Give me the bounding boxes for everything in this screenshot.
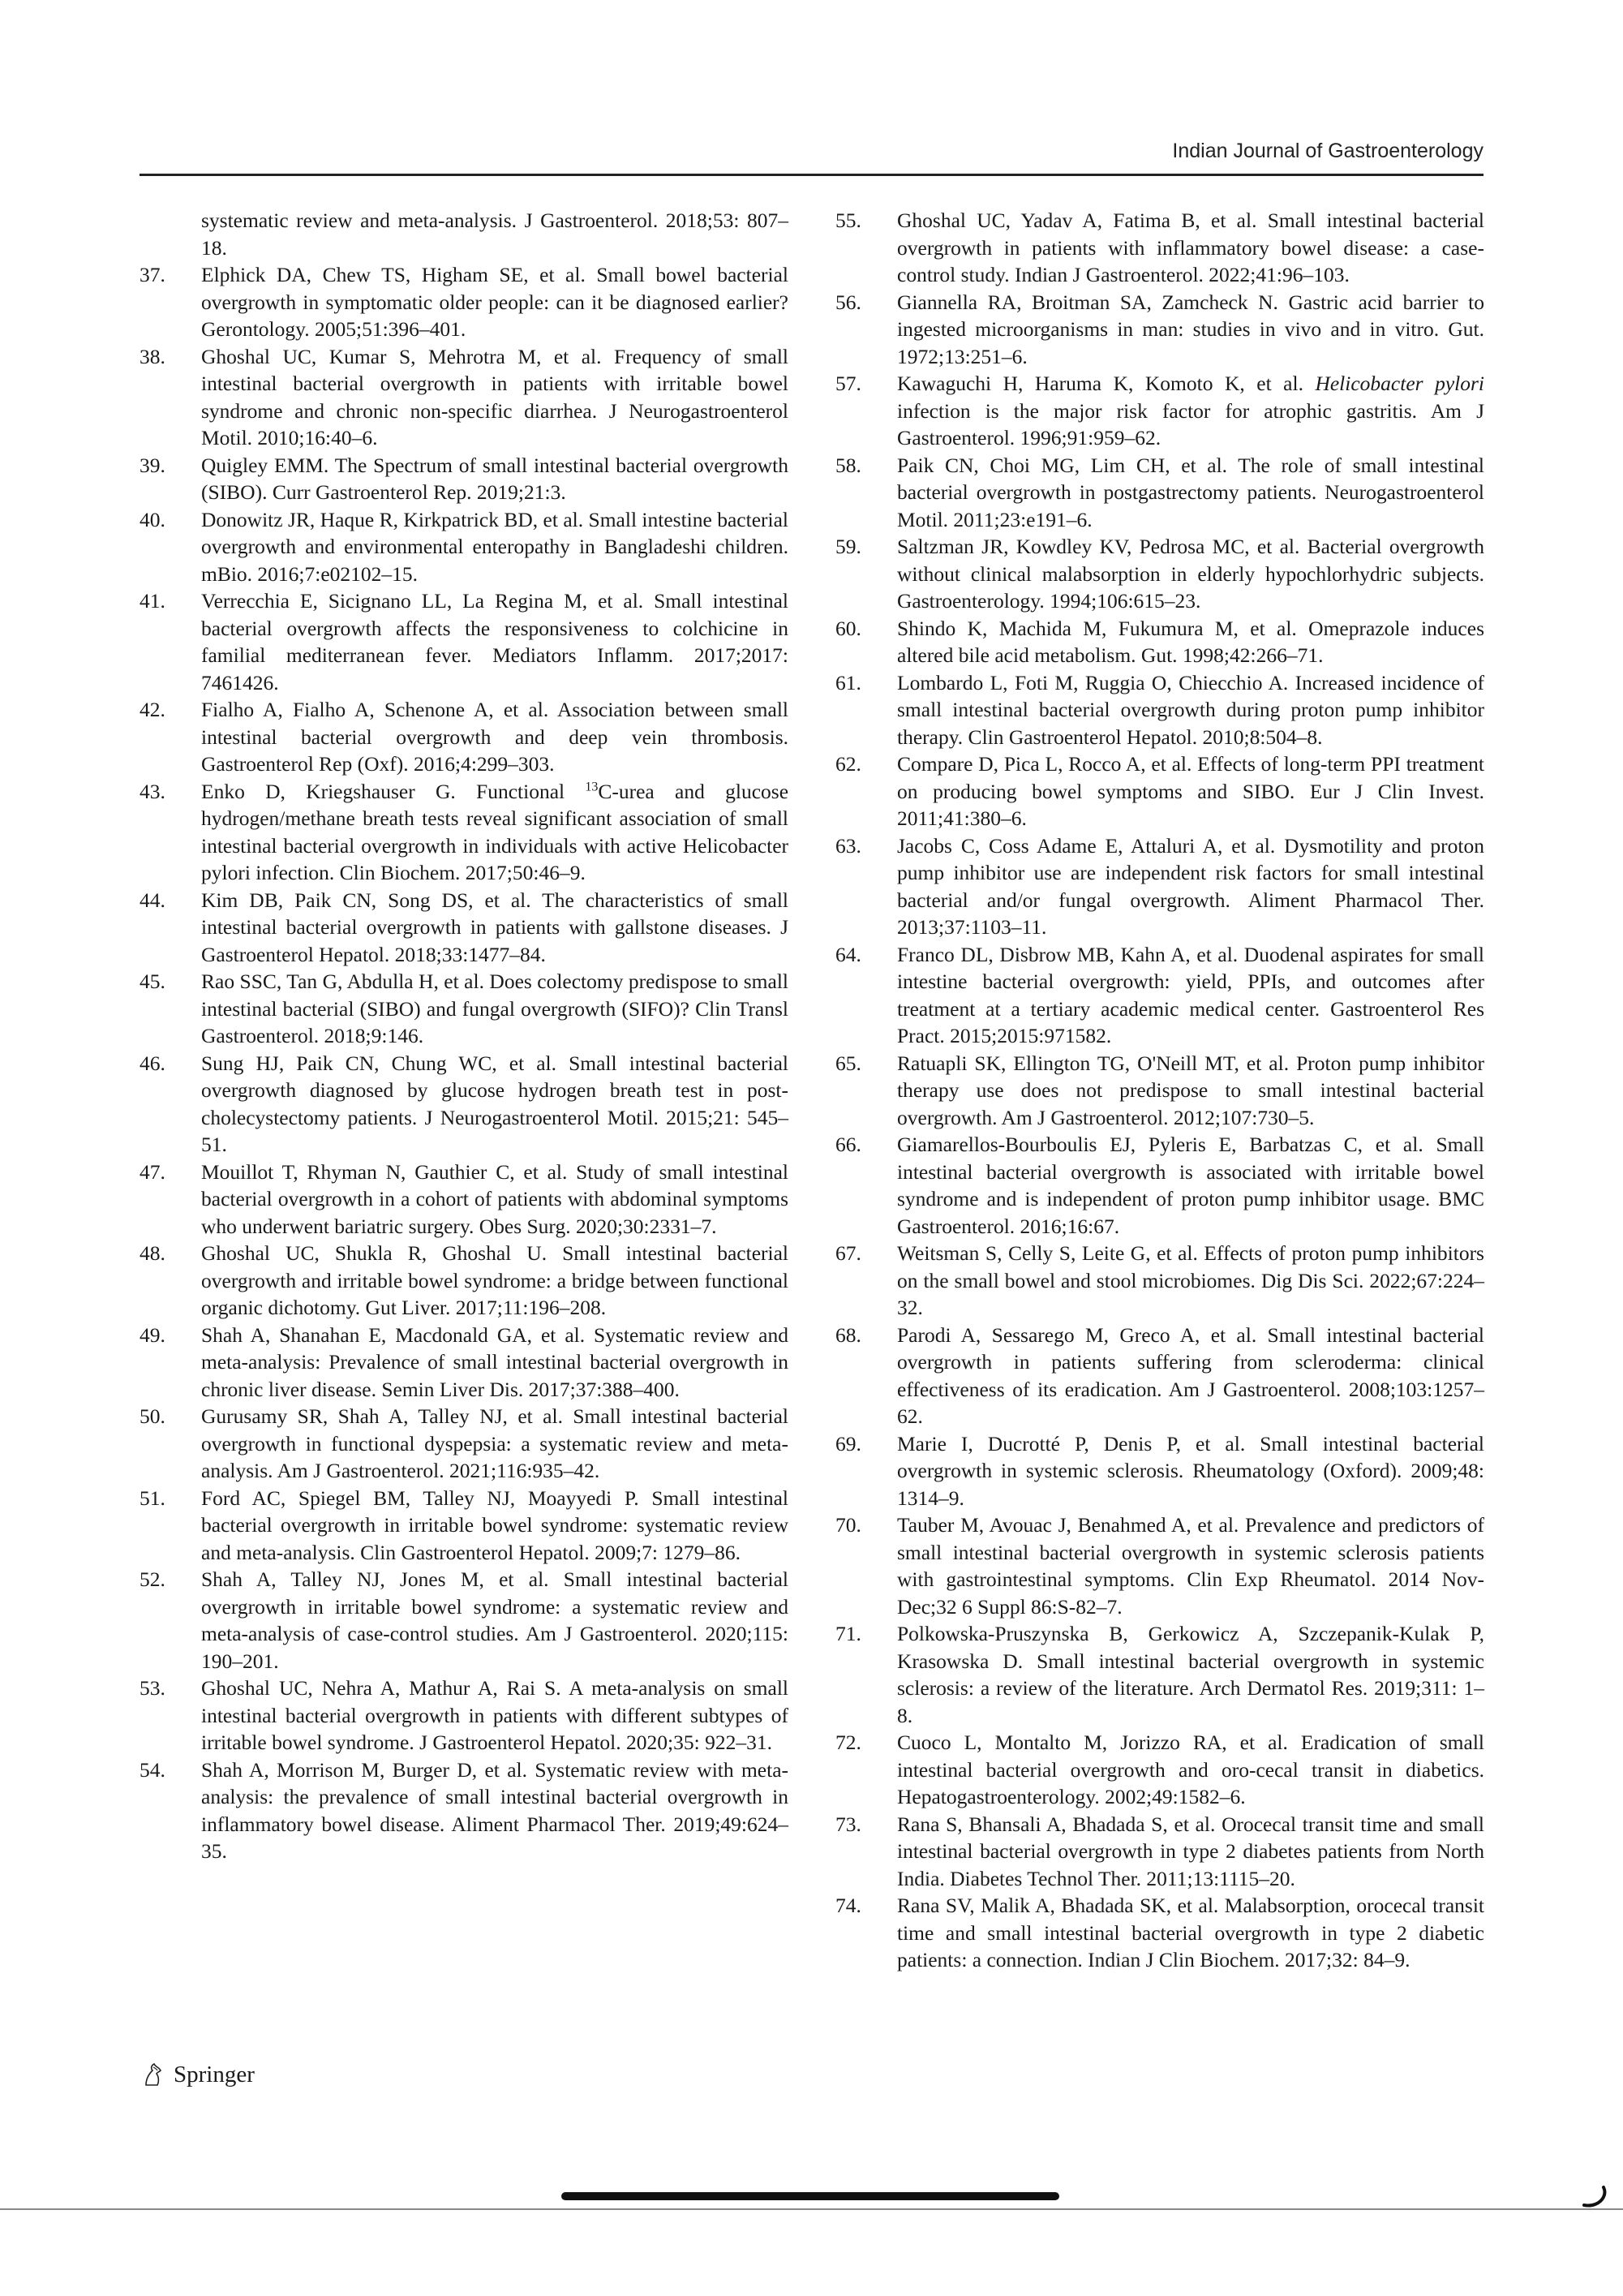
reference-item — [835, 1811, 1484, 1893]
journal-title: Indian Journal of Gastroenterology — [1172, 140, 1483, 162]
reference-text: Cuoco L, Montalto M, Jorizzo RA, et al. Eradication of small intestinal bacterial overgrowth and oro-cecal transit in diabetics. Hepatogastroenterology. 2002;49:1582–6. — [897, 1731, 1484, 1808]
reference-text: Weitsman S, Celly S, Leite G, et al. Effects of proton pump inhibitors on the small bowel and stool microbiomes. Dig Dis Sci. 2022;67:224–32. — [897, 1241, 1484, 1319]
reference-item — [140, 452, 788, 506]
reference-number: 37. — [140, 263, 165, 286]
reference-item — [835, 370, 1484, 452]
reference-text: Franco DL, Disbrow MB, Kahn A, et al. Duodenal aspirates for small intestine bacterial overgrowth: yield, PPIs, and outcomes after treatment at a tertiary academic medical center. Gastroenterol Res Pract. 2015;2015:971582. — [897, 942, 1484, 1047]
reference-item — [140, 1322, 788, 1404]
reference-number: 38. — [140, 344, 165, 368]
reference-number: 59. — [835, 535, 861, 558]
reference-item — [140, 1159, 788, 1240]
reference-number: 69. — [835, 1431, 861, 1455]
reference-item — [140, 1566, 788, 1675]
reference-number: 50. — [140, 1404, 165, 1428]
reference-text: Ratuapli SK, Ellington TG, O'Neill MT, et al. Proton pump inhibitor therapy use does not predispose to small intestinal bacterial overgrowth. Am J Gastroenterol. 2012;107:730–5. — [897, 1051, 1484, 1129]
reference-item — [835, 941, 1484, 1050]
reference-item — [835, 1322, 1484, 1430]
reference-text: Lombardo L, Foti M, Ruggia O, Chiecchio A. Increased incidence of small intestinal bacterial overgrowth during proton pump inhibitor therapy. Clin Gastroenterol Hepatol. 2010;8:504–8. — [897, 670, 1484, 749]
reference-text: Ghoshal UC, Yadav A, Fatima B, et al. Small intestinal bacterial overgrowth in patients with inflammatory bowel disease: a case-control study. Indian J Gastroenterol. 2022;41:96–103. — [897, 209, 1484, 286]
reference-text: Compare D, Pica L, Rocco A, et al. Effects of long-term PPI treatment on producing bowel symptoms and SIBO. Eur J Clin Invest. 2011;41:380–6. — [897, 752, 1484, 830]
reference-text: Polkowska-Pruszynska B, Gerkowicz A, Szczepanik-Kulak P, Krasowska D. Small intestinal bacterial overgrowth in systemic sclerosis: a review of the literature. Arch Dermatol Res. 2019;311: 1–8. — [897, 1622, 1484, 1727]
pen-tool-icon[interactable] — [1581, 2182, 1608, 2210]
reference-number: 49. — [140, 1322, 165, 1347]
reference-number: 54. — [140, 1757, 165, 1782]
reference-item — [835, 1511, 1484, 1620]
reference-item — [835, 615, 1484, 669]
reference-number: 74. — [835, 1894, 861, 1917]
reference-text: Marie I, Ducrotté P, Denis P, et al. Small intestinal bacterial overgrowth in systemic sclerosis. Rheumatology (Oxford). 2009;48: 1314–9. — [897, 1431, 1484, 1510]
reference-item — [140, 1485, 788, 1567]
reference-number: 44. — [140, 888, 165, 912]
reference-text: Mouillot T, Rhyman N, Gauthier C, et al. Study of small intestinal bacterial overgrowth in a cohort of patients with abdominal symptoms who underwent bariatric surgery. Obes Surg. 2020;30:2331–7. — [201, 1159, 788, 1238]
reference-number: 60. — [835, 616, 861, 640]
reference-number: 42. — [140, 698, 165, 721]
reference-number: 52. — [140, 1567, 165, 1591]
isotope-superscript: 13 — [585, 780, 599, 793]
reference-number: 62. — [835, 752, 861, 776]
reference-number: 53. — [140, 1676, 165, 1700]
reference-number: 39. — [140, 453, 165, 477]
reference-text: Donowitz JR, Haque R, Kirkpatrick BD, et al. Small intestine bacterial overgrowth and environmental enteropathy in Bangladeshi children. mBio. 2016;7:e02102–15. — [201, 507, 788, 586]
reference-number: 67. — [835, 1241, 861, 1265]
reference-item — [140, 887, 788, 969]
reference-number: 56. — [835, 290, 861, 314]
reference-text: Verrecchia E, Sicignano LL, La Regina M, et al. Small intestinal bacterial overgrowth affects the responsiveness to colchicine in familial mediterranean fever. Mediators Inflamm. 2017;2017: 7461426. — [201, 589, 788, 694]
reference-text: Gurusamy SR, Shah A, Talley NJ, et al. Small intestinal bacterial overgrowth in functional dyspepsia: a systematic review and meta-analysis. Am J Gastroenterol. 2021;116:935–42. — [201, 1404, 788, 1482]
reference-item — [835, 1050, 1484, 1132]
reference-text: Sung HJ, Paik CN, Chung WC, et al. Small intestinal bacterial overgrowth diagnosed by glucose hydrogen breath test in post-cholecystectomy patients. J Neurogastroenterol Motil. 2015;21: 545–51. — [201, 1051, 788, 1156]
springer-horse-icon — [140, 2061, 167, 2088]
reference-number: 43. — [140, 779, 165, 803]
reference-list-left — [140, 207, 788, 1865]
reference-text: Ghoshal UC, Shukla R, Ghoshal U. Small intestinal bacterial overgrowth and irritable bowel syndrome: a bridge between functional organic dichotomy. Gut Liver. 2017;11:196–208. — [201, 1241, 788, 1319]
reference-item — [835, 669, 1484, 751]
reference-item — [835, 750, 1484, 832]
reference-text: Ford AC, Spiegel BM, Talley NJ, Moayyedi P. Small intestinal bacterial overgrowth in irritable bowel syndrome: systematic review and meta-analysis. Clin Gastroenterol Hepatol. 2009;7: 1279–86. — [201, 1486, 788, 1564]
reference-text: Jacobs C, Coss Adame E, Attaluri A, et al. Dysmotility and proton pump inhibitor use are independent risk factors for small intestinal bacterial and/or fungal overgrowth. Aliment Pharmacol Ther. 2013;37:1103–11. — [897, 833, 1484, 939]
reference-number: 51. — [140, 1486, 165, 1510]
reference-item — [835, 1620, 1484, 1729]
reference-number: 64. — [835, 942, 861, 966]
reference-number: 57. — [835, 372, 861, 395]
reference-text: Giamarellos-Bourboulis EJ, Pyleris E, Barbatzas C, et al. Small intestinal bacterial overgrowth is associated with irritable bowel syndrome and is independent of proton pump inhibitor usage. BMC Gastroenterol. 2016;16:67. — [897, 1133, 1484, 1238]
home-indicator[interactable] — [561, 2192, 1059, 2200]
species-name: Helicobacter pylori — [1315, 372, 1484, 395]
reference-item — [140, 968, 788, 1050]
reference-item — [140, 1403, 788, 1485]
reference-number: 68. — [835, 1322, 861, 1347]
reference-text: Tauber M, Avouac J, Benahmed A, et al. Prevalence and predictors of small intestinal bacterial overgrowth in systemic sclerosis patients with gastrointestinal symptoms. Clin Exp Rheumatol. 2014 Nov-Dec;32 6 Suppl 86:S-82–7. — [897, 1513, 1484, 1619]
reference-item — [835, 832, 1484, 941]
reference-text: Quigley EMM. The Spectrum of small intestinal bacterial overgrowth (SIBO). Curr Gastroenterol Rep. 2019;21:3. — [201, 453, 788, 504]
reference-item — [835, 1430, 1484, 1512]
reference-text: Shah A, Shanahan E, Macdonald GA, et al. Systematic review and meta-analysis: Prevalence of small intestinal bacterial overgrowth in chronic liver disease. Semin Liver Dis. 2017;37:388–400. — [201, 1322, 788, 1401]
reference-number: 63. — [835, 833, 861, 858]
reference-text: Kawaguchi H, Haruma K, Komoto K, et al. Helicobacter pylori infection is the major risk factor for atrophic gastritis. Am J Gastroenterol. 1996;91:959–62. — [897, 372, 1484, 449]
reference-item — [835, 289, 1484, 371]
reference-item — [140, 1050, 788, 1159]
reference-item — [140, 343, 788, 452]
reference-number: 61. — [835, 670, 861, 694]
reference-item — [835, 452, 1484, 534]
reference-text: Fialho A, Fialho A, Schenone A, et al. Association between small intestinal bacterial overgrowth and deep vein thrombosis. Gastroenterol Rep (Oxf). 2016;4:299–303. — [201, 698, 788, 776]
reference-text: Rana S, Bhansali A, Bhadada S, et al. Orocecal transit time and small intestinal bacterial overgrowth in type 2 diabetes patients from North India. Diabetes Technol Ther. 2011;13:1115–20. — [897, 1812, 1484, 1890]
reference-item — [140, 1240, 788, 1322]
publisher-logo — [140, 2061, 255, 2088]
reference-text: systematic review and meta-analysis. J Gastroenterol. 2018;53: 807–18. — [201, 209, 788, 260]
reference-number: 40. — [140, 507, 165, 531]
reference-number: 73. — [835, 1812, 861, 1836]
reference-item — [140, 506, 788, 588]
reference-text: Paik CN, Choi MG, Lim CH, et al. The role of small intestinal bacterial overgrowth in postgastrectomy patients. Neurogastroenterol Motil. 2011;23:e191–6. — [897, 453, 1484, 531]
reference-item — [140, 587, 788, 696]
reference-number: 46. — [140, 1051, 165, 1075]
publisher-name: Springer — [174, 2061, 255, 2087]
viewer-bottom-border — [0, 2208, 1623, 2210]
reference-number: 66. — [835, 1133, 861, 1156]
reference-item — [835, 1240, 1484, 1322]
reference-item — [835, 1131, 1484, 1240]
reference-text: Kim DB, Paik CN, Song DS, et al. The characteristics of small intestinal bacterial overgrowth in patients with gallstone diseases. J Gastroenterol Hepatol. 2018;33:1477–84. — [201, 888, 788, 966]
reference-text: Shah A, Morrison M, Burger D, et al. Systematic review with meta-analysis: the prevalence of small intestinal bacterial overgrowth in inflammatory bowel disease. Aliment Pharmacol Ther. 2019;49:624–35. — [201, 1757, 788, 1863]
reference-number: 65. — [835, 1051, 861, 1075]
reference-number: 41. — [140, 589, 165, 613]
reference-number: 70. — [835, 1513, 861, 1537]
reference-item — [140, 696, 788, 778]
reference-number: 47. — [140, 1159, 165, 1184]
reference-text: Rana SV, Malik A, Bhadada SK, et al. Malabsorption, orocecal transit time and small intestinal bacterial overgrowth in type 2 diabetic patients: a connection. Indian J Clin Biochem. 2017;32: 84–9. — [897, 1894, 1484, 1971]
reference-text: Shah A, Talley NJ, Jones M, et al. Small intestinal bacterial overgrowth in irritable bowel syndrome: a systematic review and meta-analysis of case-control studies. Am J Gastroenterol. 2020;115: 190–201. — [201, 1567, 788, 1673]
reference-item — [140, 1675, 788, 1756]
reference-text: Ghoshal UC, Kumar S, Mehrotra M, et al. Frequency of small intestinal bacterial overgrowth in patients with irritable bowel syndrome and chronic non-specific diarrhea. J Neurogastroenterol Motil. 2010;16:40–6. — [201, 344, 788, 449]
reference-item — [835, 1729, 1484, 1811]
reference-item — [835, 1892, 1484, 1974]
reference-text: Rao SSC, Tan G, Abdulla H, et al. Does colectomy predispose to small intestinal bacterial (SIBO) and fungal overgrowth (SIFO)? Clin Transl Gastroenterol. 2018;9:146. — [201, 970, 788, 1047]
reference-text: Elphick DA, Chew TS, Higham SE, et al. Small bowel bacterial overgrowth in symptomatic older people: can it be diagnosed earlier? Gerontology. 2005;51:396–401. — [201, 263, 788, 341]
reference-number: 58. — [835, 453, 861, 477]
reference-item — [835, 207, 1484, 289]
reference-item — [140, 261, 788, 343]
reference-number: 45. — [140, 970, 165, 993]
reference-text: Enko D, Kriegshauser G. Functional $^{13}$C-urea and glucose hydrogen/methane breath tests reveal significant association of small intestinal bacterial overgrowth in individuals with active Helicobacter pylori infection. Clin Biochem. 2017;50:46–9. — [201, 779, 789, 884]
reference-text: Giannella RA, Broitman SA, Zamcheck N. Gastric acid barrier to ingested microorganisms in man: studies in vivo and in vitro. Gut. 1972;13:251–6. — [897, 290, 1484, 368]
reference-number: 72. — [835, 1731, 861, 1754]
reference-number: 71. — [835, 1622, 861, 1645]
reference-text: Parodi A, Sessarego M, Greco A, et al. Small intestinal bacterial overgrowth in patients suffering from scleroderma: clinical effectiveness of its eradication. Am J Gastroenterol. 2008;103:1257–62. — [897, 1322, 1484, 1428]
reference-list-right — [835, 207, 1484, 1974]
reference-text: Shindo K, Machida M, Fukumura M, et al. Omeprazole induces altered bile acid metabolism. Gut. 1998;42:266–71. — [897, 616, 1484, 667]
reference-number: 55. — [835, 209, 861, 232]
reference-text: Ghoshal UC, Nehra A, Mathur A, Rai S. A meta-analysis on small intestinal bacterial overgrowth in patients with different subtypes of irritable bowel syndrome. J Gastroenterol Hepatol. 2020;35: 922–31. — [201, 1676, 788, 1754]
reference-item — [140, 207, 788, 261]
reference-item — [140, 1756, 788, 1865]
reference-number: 48. — [140, 1241, 165, 1265]
header-rule — [140, 174, 1483, 176]
reference-item — [835, 533, 1484, 615]
reference-item — [140, 778, 788, 887]
reference-text: Saltzman JR, Kowdley KV, Pedrosa MC, et al. Bacterial overgrowth without clinical malabsorption in elderly hypochlorhydric subjects. Gastroenterology. 1994;106:615–23. — [897, 535, 1484, 613]
